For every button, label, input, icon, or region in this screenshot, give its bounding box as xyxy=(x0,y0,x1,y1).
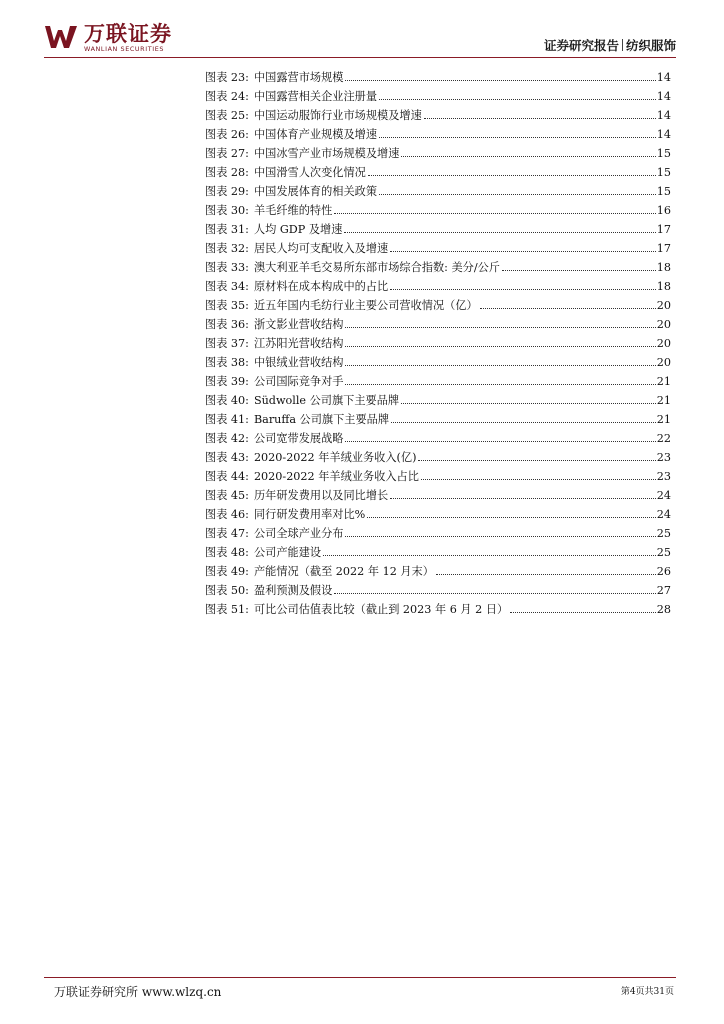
toc-page-number: 20 xyxy=(656,337,671,350)
toc-figure-title: 江苏阳光营收结构 xyxy=(253,337,344,350)
toc-figure-number: 图表 42: xyxy=(205,432,249,445)
toc-page-number: 20 xyxy=(656,356,671,369)
toc-dot-leader xyxy=(323,554,656,556)
toc-dot-leader xyxy=(510,611,656,613)
toc-figure-number: 图表 49: xyxy=(205,565,249,578)
toc-entry[interactable] xyxy=(205,122,671,141)
report-category xyxy=(544,36,676,54)
toc-figure-number: 图表 23: xyxy=(205,71,249,84)
toc-figure-title: 可比公司估值表比较（截止到 2023 年 6 月 2 日） xyxy=(253,603,509,616)
toc-figure-number: 图表 50: xyxy=(205,584,249,597)
toc-figure-title: 中银绒业营收结构 xyxy=(253,356,344,369)
toc-page-number: 14 xyxy=(656,71,671,84)
toc-figure-number: 图表 33: xyxy=(205,261,249,274)
toc-figure-number: 图表 44: xyxy=(205,470,249,483)
toc-entry[interactable] xyxy=(205,179,671,198)
toc-entry[interactable] xyxy=(205,521,671,540)
toc-page-number: 15 xyxy=(656,147,671,160)
toc-dot-leader xyxy=(379,98,656,100)
toc-dot-leader xyxy=(379,136,656,138)
toc-page-number: 14 xyxy=(656,128,671,141)
toc-entry-label xyxy=(205,223,343,236)
toc-dot-leader xyxy=(345,383,655,385)
toc-figure-title: 公司全球产业分布 xyxy=(253,527,344,540)
toc-entry[interactable] xyxy=(205,464,671,483)
toc-figure-title: 历年研发费用以及同比增长 xyxy=(253,489,389,502)
toc-dot-leader xyxy=(421,478,656,480)
toc-figure-number: 图表 32: xyxy=(205,242,249,255)
toc-entry-label xyxy=(205,337,344,350)
toc-entry[interactable] xyxy=(205,540,671,559)
toc-figure-title: 原材料在成本构成中的占比 xyxy=(253,280,389,293)
toc-figure-number: 图表 36: xyxy=(205,318,249,331)
toc-figure-number: 图表 27: xyxy=(205,147,249,160)
toc-entry[interactable] xyxy=(205,597,671,616)
toc-figure-title: 中国运动服饰行业市场规模及增速 xyxy=(253,109,422,122)
toc-page-number: 21 xyxy=(656,375,671,388)
toc-entry[interactable] xyxy=(205,236,671,255)
toc-figure-number: 图表 47: xyxy=(205,527,249,540)
report-type: 证券研究报告 xyxy=(543,38,619,53)
toc-entry-label xyxy=(205,375,344,388)
toc-dot-leader xyxy=(391,421,656,423)
toc-figure-number: 图表 39: xyxy=(205,375,249,388)
toc-entry[interactable] xyxy=(205,198,671,217)
toc-entry[interactable] xyxy=(205,388,671,407)
toc-dot-leader xyxy=(367,516,655,518)
toc-entry-label xyxy=(205,413,390,426)
toc-page-number: 24 xyxy=(656,508,671,521)
toc-entry-label xyxy=(205,109,423,122)
toc-entry[interactable] xyxy=(205,65,671,84)
toc-entry-label xyxy=(205,489,389,502)
toc-figure-title: 同行研发费用率对比% xyxy=(253,508,366,521)
toc-figure-title: 中国冰雪产业市场规模及增速 xyxy=(253,147,400,160)
toc-figure-title: 中国滑雪人次变化情况 xyxy=(253,166,366,179)
toc-page-number: 24 xyxy=(656,489,671,502)
toc-entry-label xyxy=(205,128,378,141)
toc-figure-number: 图表 25: xyxy=(205,109,249,122)
footer-rule xyxy=(44,977,676,978)
toc-figure-number: 图表 38: xyxy=(205,356,249,369)
toc-dot-leader xyxy=(345,364,655,366)
toc-entry-label xyxy=(205,527,344,540)
toc-entry-label xyxy=(205,508,366,521)
toc-figure-number: 图表 37: xyxy=(205,337,249,350)
toc-entry[interactable] xyxy=(205,578,671,597)
toc-entry-label xyxy=(205,584,333,597)
toc-figure-title: Südwolle 公司旗下主要品牌 xyxy=(253,394,400,407)
header-divider xyxy=(622,39,623,51)
toc-entry-label xyxy=(205,71,344,84)
toc-page-number: 18 xyxy=(656,280,671,293)
toc-entry-label xyxy=(205,356,344,369)
toc-dot-leader xyxy=(390,288,656,290)
toc-figure-number: 图表 43: xyxy=(205,451,249,464)
toc-figure-title: 公司宽带发展战略 xyxy=(253,432,344,445)
toc-entry-label xyxy=(205,166,367,179)
toc-page-number: 20 xyxy=(656,318,671,331)
toc-figure-number: 图表 41: xyxy=(205,413,249,426)
toc-entry-label xyxy=(205,280,389,293)
toc-page-number: 23 xyxy=(656,451,671,464)
toc-dot-leader xyxy=(480,307,656,309)
toc-entry-label xyxy=(205,565,435,578)
toc-figure-title: 近五年国内毛纺行业主要公司营收情况（亿） xyxy=(253,299,478,312)
toc-page-number: 16 xyxy=(656,204,671,217)
toc-entry[interactable] xyxy=(205,407,671,426)
toc-entry-label xyxy=(205,432,344,445)
toc-page-number: 25 xyxy=(656,546,671,559)
toc-dot-leader xyxy=(379,193,656,195)
toc-entry-label xyxy=(205,185,378,198)
page-header xyxy=(44,20,676,60)
toc-dot-leader xyxy=(344,231,655,233)
toc-figure-number: 图表 34: xyxy=(205,280,249,293)
toc-figure-number: 图表 51: xyxy=(205,603,249,616)
toc-figure-title: 公司国际竞争对手 xyxy=(253,375,344,388)
toc-figure-title: 澳大利亚羊毛交易所东部市场综合指数: 美分/公斤 xyxy=(253,261,500,274)
toc-entry[interactable] xyxy=(205,559,671,578)
toc-figure-title: 中国露营市场规模 xyxy=(253,71,344,84)
toc-figure-title: 居民人均可支配收入及增速 xyxy=(253,242,389,255)
toc-page-number: 14 xyxy=(656,109,671,122)
toc-entry-label xyxy=(205,546,322,559)
toc-figure-title: 浙文影业营收结构 xyxy=(253,318,344,331)
toc-page-number: 21 xyxy=(656,394,671,407)
toc-figure-number: 图表 28: xyxy=(205,166,249,179)
logo-text: 万联证券 xyxy=(84,22,172,46)
toc-figure-title: 中国发展体育的相关政策 xyxy=(253,185,378,198)
toc-dot-leader xyxy=(345,326,655,328)
toc-figure-number: 图表 48: xyxy=(205,546,249,559)
toc-entry[interactable] xyxy=(205,445,671,464)
toc-entry-label xyxy=(205,603,509,616)
toc-page-number: 15 xyxy=(656,166,671,179)
toc-entry[interactable] xyxy=(205,84,671,103)
toc-page-number: 22 xyxy=(656,432,671,445)
toc-page-number: 21 xyxy=(656,413,671,426)
toc-entry[interactable] xyxy=(205,426,671,445)
toc-entry[interactable] xyxy=(205,502,671,521)
toc-page-number: 26 xyxy=(656,565,671,578)
wanlian-logo-icon xyxy=(44,24,78,50)
toc-figure-number: 图表 26: xyxy=(205,128,249,141)
toc-dot-leader xyxy=(368,174,656,176)
toc-dot-leader xyxy=(334,592,655,594)
toc-page-number: 17 xyxy=(656,223,671,236)
toc-entry-label xyxy=(205,470,420,483)
header-rule xyxy=(44,57,676,58)
toc-page-number: 23 xyxy=(656,470,671,483)
toc-entry-label xyxy=(205,242,389,255)
toc-entry[interactable] xyxy=(205,160,671,179)
toc-entry[interactable] xyxy=(205,369,671,388)
toc-figure-title: Baruffa 公司旗下主要品牌 xyxy=(253,413,390,426)
toc-page-number: 14 xyxy=(656,90,671,103)
page-number: 第4页共31页 xyxy=(620,987,674,997)
toc-dot-leader xyxy=(502,269,656,271)
toc-dot-leader xyxy=(334,212,655,214)
toc-dot-leader xyxy=(390,250,656,252)
toc-entry[interactable] xyxy=(205,103,671,122)
logo-subtitle: WANLIAN SECURITIES xyxy=(84,45,164,53)
toc-entry-label xyxy=(205,90,378,103)
toc-page-number: 25 xyxy=(656,527,671,540)
toc-figure-title: 产能情况（截至 2022 年 12 月末） xyxy=(253,565,434,578)
toc-entry-label xyxy=(205,299,479,312)
toc-entry[interactable] xyxy=(205,293,671,312)
toc-figure-title: 羊毛纤维的特性 xyxy=(253,204,333,217)
toc-dot-leader xyxy=(345,440,655,442)
toc-figure-number: 图表 40: xyxy=(205,394,249,407)
toc-dot-leader xyxy=(345,345,655,347)
toc-figure-title: 中国露营相关企业注册量 xyxy=(253,90,378,103)
toc-figure-title: 2020-2022 年羊绒业务收入(亿) xyxy=(253,451,417,464)
toc-page-number: 17 xyxy=(656,242,671,255)
toc-entry[interactable] xyxy=(205,217,671,236)
toc-page-number: 28 xyxy=(656,603,671,616)
toc-figure-title: 中国体育产业规模及增速 xyxy=(253,128,378,141)
toc-entry[interactable] xyxy=(205,274,671,293)
toc-entry[interactable] xyxy=(205,331,671,350)
toc-page-number: 15 xyxy=(656,185,671,198)
toc-dot-leader xyxy=(401,155,655,157)
toc-page-number: 18 xyxy=(656,261,671,274)
footer-institute: 万联证券研究所 www.wlzq.cn xyxy=(54,985,222,999)
toc-entry-label xyxy=(205,318,344,331)
toc-entry-label xyxy=(205,394,400,407)
toc-dot-leader xyxy=(436,573,656,575)
toc-figure-title: 人均 GDP 及增速 xyxy=(253,223,343,236)
toc-page-number: 27 xyxy=(656,584,671,597)
toc-entry-label xyxy=(205,147,400,160)
toc-figure-number: 图表 24: xyxy=(205,90,249,103)
toc-dot-leader xyxy=(345,535,655,537)
toc-figure-number: 图表 35: xyxy=(205,299,249,312)
toc-figure-number: 图表 46: xyxy=(205,508,249,521)
toc-entry[interactable] xyxy=(205,255,671,274)
industry-label: 纺织服饰 xyxy=(625,38,676,53)
toc-figure-number: 图表 45: xyxy=(205,489,249,502)
toc-dot-leader xyxy=(418,459,655,461)
toc-dot-leader xyxy=(401,402,656,404)
toc-figure-title: 公司产能建设 xyxy=(253,546,322,559)
toc-figure-number: 图表 31: xyxy=(205,223,249,236)
toc-dot-leader xyxy=(424,117,656,119)
toc-figure-number: 图表 30: xyxy=(205,204,249,217)
toc-entry[interactable] xyxy=(205,350,671,369)
toc-figure-title: 盈利预测及假设 xyxy=(253,584,333,597)
toc-dot-leader xyxy=(390,497,656,499)
toc-entry-label xyxy=(205,261,501,274)
toc-entry[interactable] xyxy=(205,141,671,160)
figure-list xyxy=(205,65,671,616)
toc-entry[interactable] xyxy=(205,483,671,502)
toc-entry-label xyxy=(205,204,333,217)
toc-figure-number: 图表 29: xyxy=(205,185,249,198)
toc-entry[interactable] xyxy=(205,312,671,331)
toc-entry-label xyxy=(205,451,417,464)
toc-figure-title: 2020-2022 年羊绒业务收入占比 xyxy=(253,470,419,483)
toc-dot-leader xyxy=(345,79,655,81)
toc-page-number: 20 xyxy=(656,299,671,312)
